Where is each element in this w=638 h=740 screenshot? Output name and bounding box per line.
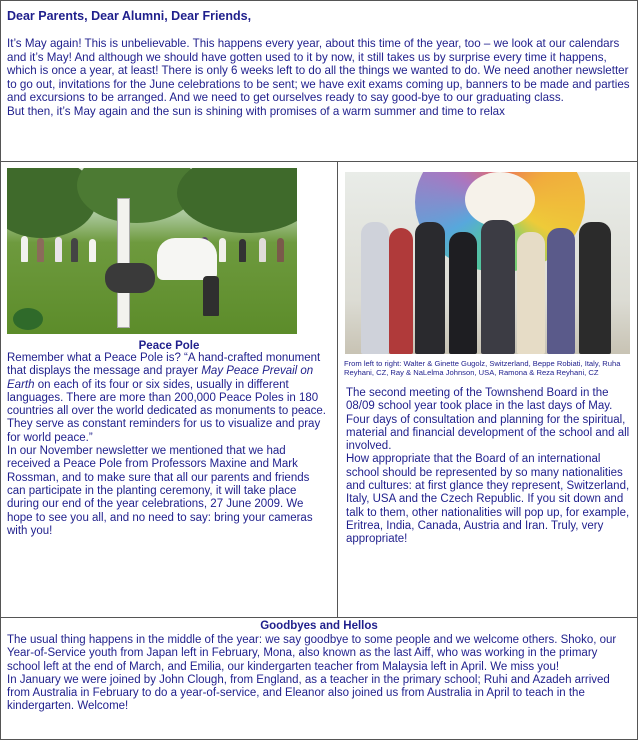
peace-pole-title: Peace Pole bbox=[138, 340, 200, 352]
peace-pole-text-start: Remember what a Peace Pole is? “A hand-crafted monument that displays the message and prayer bbox=[7, 352, 321, 378]
goodbyes-section bbox=[0, 617, 638, 740]
peace-pole-section bbox=[0, 161, 338, 618]
peace-pole-paragraph-1 bbox=[7, 352, 331, 445]
peace-pole-paragraph-2: In our November newsletter we mentioned that we had received a Peace Pole from Professors Maxine and Mark Rossman, and to make sure that all our parents and friends can participate in the planting ceremony, it will take place during our end of the year celebrations, 27 June 2009. We hope to see you all, and no need to say: bring your cameras with you! bbox=[7, 445, 313, 537]
board-paragraph-1: The second meeting of the Townshend Board in the 08/09 school year took place in the last days of May. Four days of consultation and planning for the spiritual, material and financial development of the school and all involved. bbox=[346, 387, 630, 453]
board-section bbox=[337, 161, 638, 618]
intro-section bbox=[0, 0, 638, 162]
board-paragraph-2: How appropriate that the Board of an international school should be represented by so many nationalities and cultures: at first glance they represent, Switzerland, Italy, USA and the Czech Republic. If you sit down and talk to them, other nationalities will pop up, for example, Eritrea, India, Canada, Austria and Iran. Truly, very appropriate! bbox=[346, 453, 630, 546]
goodbyes-title: Goodbyes and Hellos bbox=[260, 620, 378, 632]
goodbyes-paragraph-2: In January we were joined by John Clough, from England, as a teacher in the primary school; Ruhi and Azadeh arrived from Australia in February to do a year-of-service, and Eleanor also joined us from Australia in April to teach in the kindergarten. Welcome! bbox=[7, 673, 610, 713]
peace-prayer-text: May Peace Prevail on Earth bbox=[7, 365, 314, 391]
peace-pole-photo bbox=[7, 168, 297, 334]
peace-pole-text-end: on each of its four or six sides, usually in different languages. There are more than 200,000 Peace Poles in 180 countries all over the world dedicated as monuments to peace. They serve as constant reminders for us to visualize and pray for world peace.” bbox=[7, 378, 326, 444]
goodbyes-paragraph-1: The usual thing happens in the middle of the year: we say goodbye to some people and we welcome others. Shoko, our Year-of-Service youth from Japan left in February, Mona, also known as the last Aiff, who was working in the primary school left at the end of March, and Emilia, our kindergarten teacher from Malaysia left in April. We miss you! bbox=[7, 634, 617, 673]
greeting-heading: Dear Parents, Dear Alumni, Dear Friends, bbox=[7, 9, 252, 23]
intro-paragraph: It’s May again! This is unbelievable. This happens every year, about this time of the year, too – we look at our calendars and it’s May! And although we should have gotten used to it by now, it still takes us by surprise every time it happens, which is once a year, at least! There is only 6 weeks left to do all the things we wanted to do. We need another newsletter to go out, invitations for the June celebrations to be sent; we have exit exams coming up, banners to be made and parties and excursions to be arranged. And we need to get ourselves ready to say good-bye to our graduating class. bbox=[7, 37, 630, 105]
board-photo-caption: From left to right: Walter & Ginette Gugolz, Switzerland, Beppe Robiati, Italy, Ruha Reyhani, CZ, Ray & NaLelma Johnson, USA, Ramona & Reza Reyhani, CZ bbox=[344, 359, 621, 377]
intro-closing: But then, it’s May again and the sun is shining with promises of a warm summer and time to relax bbox=[7, 104, 505, 118]
board-members-photo bbox=[345, 172, 630, 354]
